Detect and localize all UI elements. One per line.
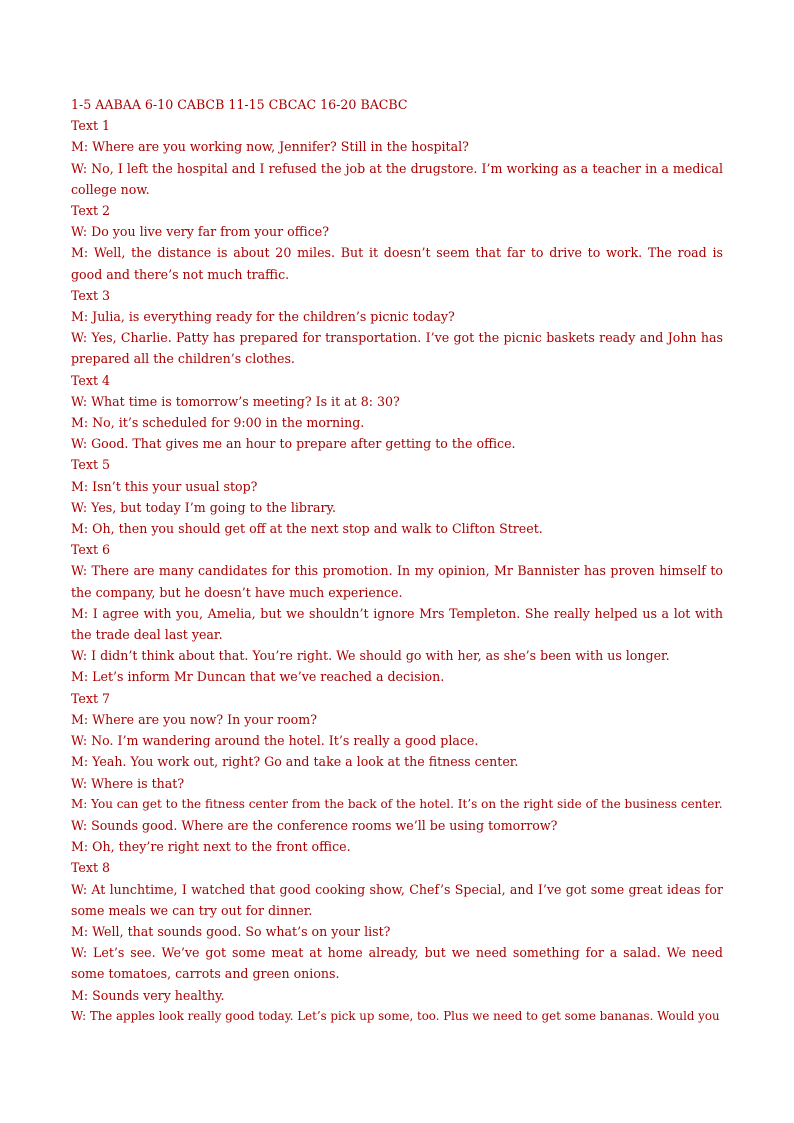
text-heading: Text 7: [71, 690, 111, 706]
dialogue-line: W: There are many candidates for this promotion. In my opinion, Mr Bannister has proven himself to the company, but he doesn’t have much experience.: [71, 563, 723, 600]
dialogue-line: W: At lunchtime, I watched that good cooking show, Chef’s Special, and I’ve got some great ideas for some meals we can try out for dinner.: [71, 881, 723, 918]
text-1: [71, 115, 723, 200]
dialogue-line: M: You can get to the fitness center from the back of the hotel. It’s on the right side of the business center.: [71, 796, 723, 811]
dialogue-line: W: No, I left the hospital and I refused the job at the drugstore. I’m working as a teacher in a medical college now.: [71, 160, 723, 197]
answer-key: 1-5 AABAA 6-10 CABCB 11-15 CBCAC 16-20 BACBC: [71, 97, 408, 112]
dialogue-line: M: Julia, is everything ready for the children’s picnic today?: [71, 309, 455, 325]
text-4: [71, 370, 723, 455]
dialogue-line: M: Sounds very healthy.: [71, 987, 225, 1003]
dialogue-line: M: Where are you working now, Jennifer? Still in the hospital?: [71, 139, 469, 155]
dialogue-line: M: Yeah. You work out, right? Go and take a look at the fitness center.: [71, 754, 519, 770]
text-8: [71, 857, 723, 1027]
dialogue-line: M: Where are you now? In your room?: [71, 711, 317, 727]
dialogue-line: W: Let’s see. We’ve got some meat at home already, but we need something for a salad. We need some tomatoes, carrots and green onions.: [71, 945, 723, 982]
dialogue-line: W: Do you live very far from your office?: [71, 224, 329, 240]
dialogue-line: W: I didn’t think about that. You’re right. We should go with her, as she’s been with us longer.: [71, 648, 670, 664]
dialogue-line: M: Well, that sounds good. So what’s on your list?: [71, 923, 391, 939]
dialogue-line: M: Let’s inform Mr Duncan that we’ve reached a decision.: [71, 669, 445, 685]
dialogue-line: W: Yes, but today I’m going to the library.: [71, 499, 336, 515]
text-heading: Text 2: [71, 203, 111, 219]
dialogue-line: M: Well, the distance is about 20 miles. But it doesn’t seem that far to drive to work. The road is good and there’s not much traffic.: [71, 245, 723, 282]
dialogue-line: M: Oh, then you should get off at the next stop and walk to Clifton Street.: [71, 521, 543, 537]
text-heading: Text 6: [71, 542, 111, 558]
dialogue-line: W: The apples look really good today. Let’s pick up some, too. Plus we need to get some bananas. Would you: [71, 1008, 720, 1023]
dialogue-line: M: Isn’t this your usual stop?: [71, 478, 258, 494]
dialogue-line: W: Yes, Charlie. Patty has prepared for transportation. I’ve got the picnic baskets ready and John has prepared all the children’s clothes.: [71, 330, 723, 367]
dialogue-line: W: Sounds good. Where are the conference rooms we’ll be using tomorrow?: [71, 817, 558, 833]
dialogue-line: W: No. I’m wandering around the hotel. It’s really a good place.: [71, 733, 479, 749]
text-heading: Text 3: [71, 287, 111, 303]
text-5: [71, 454, 723, 539]
dialogue-line: M: Oh, they’re right next to the front office.: [71, 839, 351, 855]
text-heading: Text 1: [71, 118, 111, 134]
dialogue-line: W: Good. That gives me an hour to prepare after getting to the office.: [71, 436, 516, 452]
text-heading: Text 8: [71, 860, 111, 876]
text-heading: Text 4: [71, 372, 111, 388]
dialogue-line: M: No, it’s scheduled for 9:00 in the morning.: [71, 415, 365, 431]
dialogue-line: W: Where is that?: [71, 775, 185, 791]
dialogue-line: W: What time is tomorrow’s meeting? Is it at 8: 30?: [71, 393, 400, 409]
text-7: [71, 688, 723, 858]
dialogue-line: M: I agree with you, Amelia, but we shouldn’t ignore Mrs Templeton. She really helped us a lot with the trade deal last year.: [71, 605, 723, 643]
text-2: [71, 200, 723, 285]
text-heading: Text 5: [71, 457, 111, 473]
text-6: [71, 539, 723, 687]
transcript-page: [71, 94, 723, 1027]
text-3: [71, 285, 723, 370]
